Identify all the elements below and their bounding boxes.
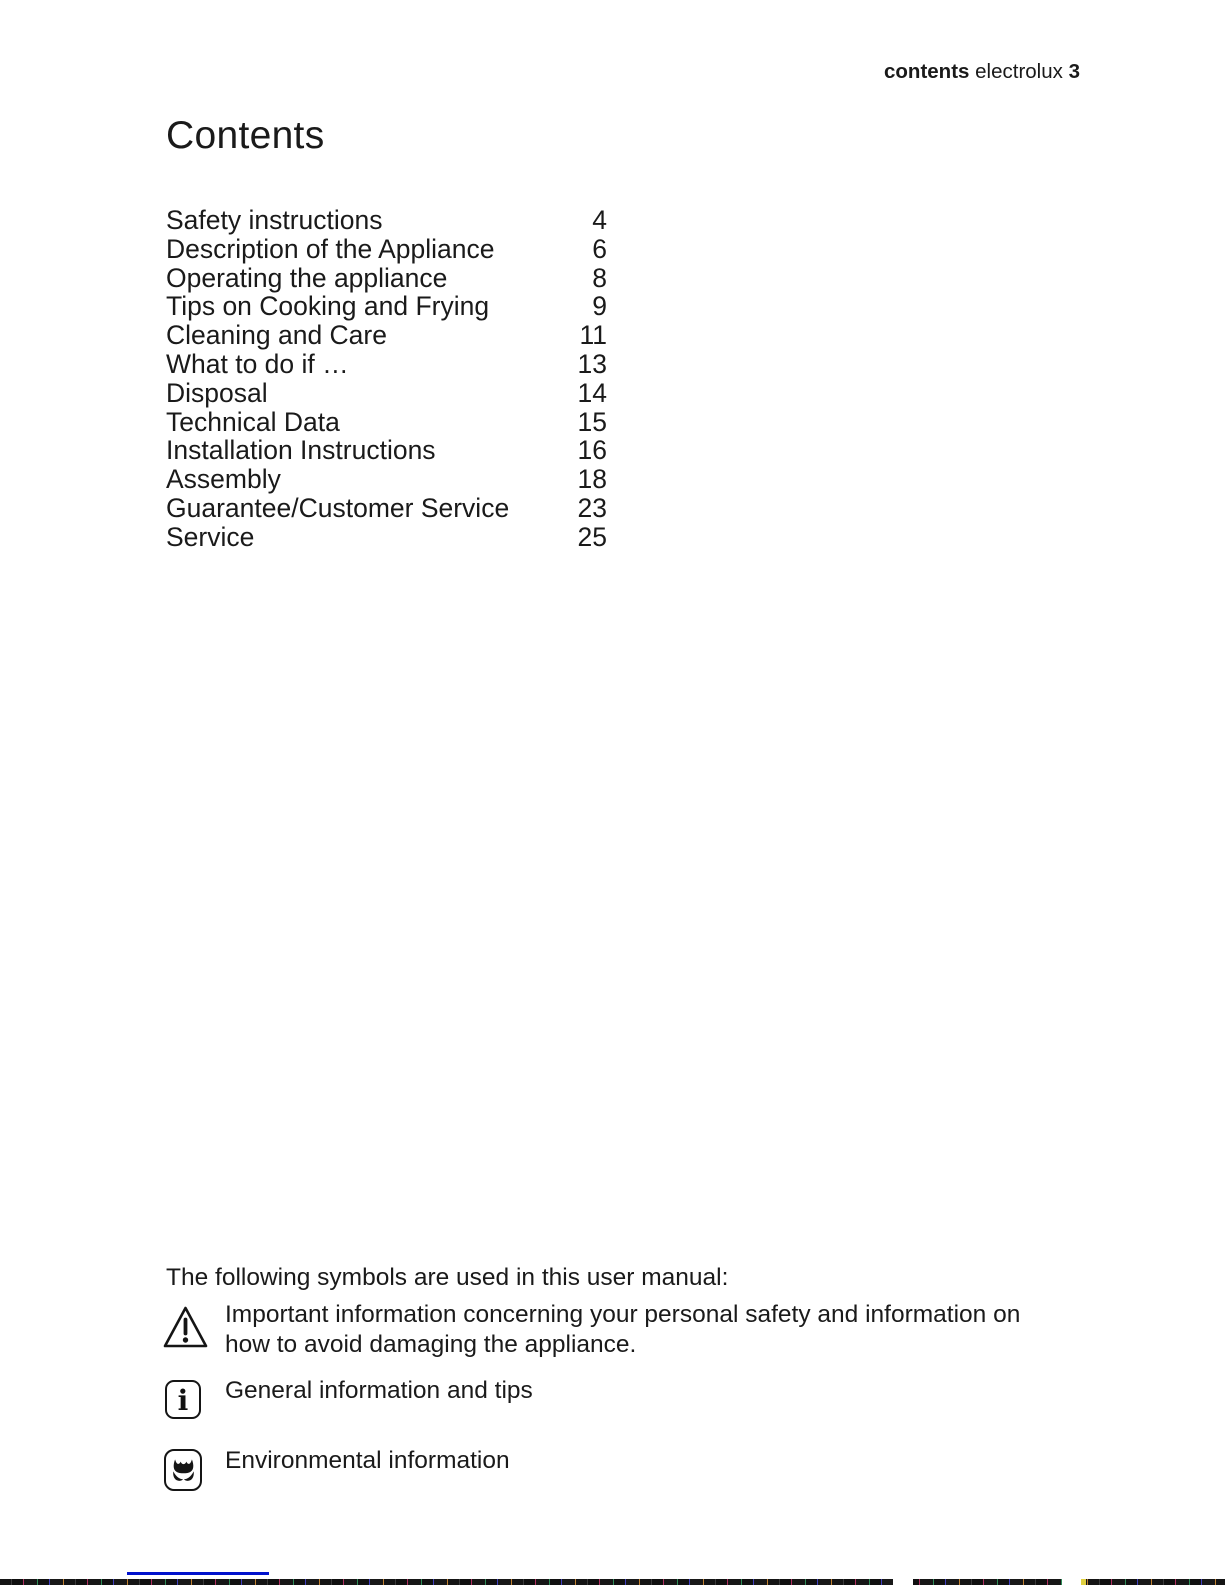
- toc-entry-label: Guarantee/Customer Service: [166, 492, 510, 523]
- toc-entry-label: Cleaning and Care: [166, 320, 387, 351]
- toc-entry-label: Service: [166, 521, 255, 552]
- warning-symbol-description: [225, 1300, 1105, 1360]
- toc-entry-label: Operating the appliance: [166, 262, 448, 293]
- toc-entry: [166, 379, 607, 408]
- toc-entry-page: 4: [592, 205, 607, 235]
- toc-entry-label: Disposal: [166, 377, 268, 408]
- toc-entry-page: 15: [577, 406, 607, 437]
- toc-entry-label: Technical Data: [166, 406, 340, 437]
- toc-entry: [166, 523, 607, 552]
- scan-strip-gap: [893, 1579, 913, 1585]
- toc-entry: [166, 235, 607, 264]
- scan-strip-speck: [1081, 1579, 1086, 1585]
- toc-entry-label: Description of the Appliance: [166, 233, 495, 264]
- warning-text-line-2: how to avoid damaging the appliance.: [225, 1331, 637, 1358]
- toc-entry-page: 8: [592, 262, 607, 293]
- toc-entry-label: Tips on Cooking and Frying: [166, 291, 490, 322]
- symbols-intro: The following symbols are used in this user manual:: [166, 1264, 729, 1291]
- toc-entry: [166, 264, 607, 293]
- toc-entry: [166, 292, 607, 321]
- toc-entry-label: Assembly: [166, 464, 281, 495]
- environment-flower-icon: [164, 1449, 202, 1491]
- warning-triangle-icon: [162, 1305, 209, 1350]
- header-brand-label: electrolux: [975, 60, 1063, 83]
- blue-underline-mark: [127, 1572, 269, 1575]
- header-page-number: 3: [1068, 60, 1080, 83]
- environment-symbol-description: Environmental information: [225, 1447, 510, 1474]
- toc-entry-page: 16: [577, 435, 607, 466]
- running-header: [884, 58, 1080, 86]
- toc-entry: [166, 408, 607, 437]
- toc-entry: [166, 465, 607, 494]
- info-symbol-description: General information and tips: [225, 1377, 533, 1404]
- toc-entry-page: 11: [579, 320, 607, 351]
- toc-entry-label: Installation Instructions: [166, 435, 436, 466]
- toc-entry-page: 18: [577, 464, 607, 495]
- toc-entry-page: 13: [577, 348, 607, 379]
- warning-text-line-1: Important information concerning your personal safety and information on: [225, 1301, 1021, 1328]
- toc-entry: [166, 494, 607, 523]
- toc-entry-label: Safety instructions: [166, 205, 383, 235]
- toc-entry-page: 23: [577, 492, 607, 523]
- toc-entry: [166, 321, 607, 350]
- page-title: Contents: [166, 114, 325, 157]
- scan-edge-strip: [0, 1579, 1225, 1585]
- scan-strip-gap: [1062, 1579, 1081, 1585]
- toc-entry-label: What to do if …: [166, 348, 349, 379]
- toc-entry-page: 6: [592, 233, 607, 264]
- toc-list: [166, 206, 607, 552]
- toc-entry-page: 9: [592, 291, 607, 322]
- toc-entry-page: 25: [577, 521, 607, 552]
- toc-entry: [166, 436, 607, 465]
- toc-entry: [166, 350, 607, 379]
- info-icon: [165, 1380, 201, 1419]
- toc-entry-page: 14: [577, 377, 607, 408]
- header-section-label: contents: [884, 60, 970, 83]
- info-icon-glyph: i: [177, 1383, 189, 1417]
- toc-entry: [166, 206, 607, 235]
